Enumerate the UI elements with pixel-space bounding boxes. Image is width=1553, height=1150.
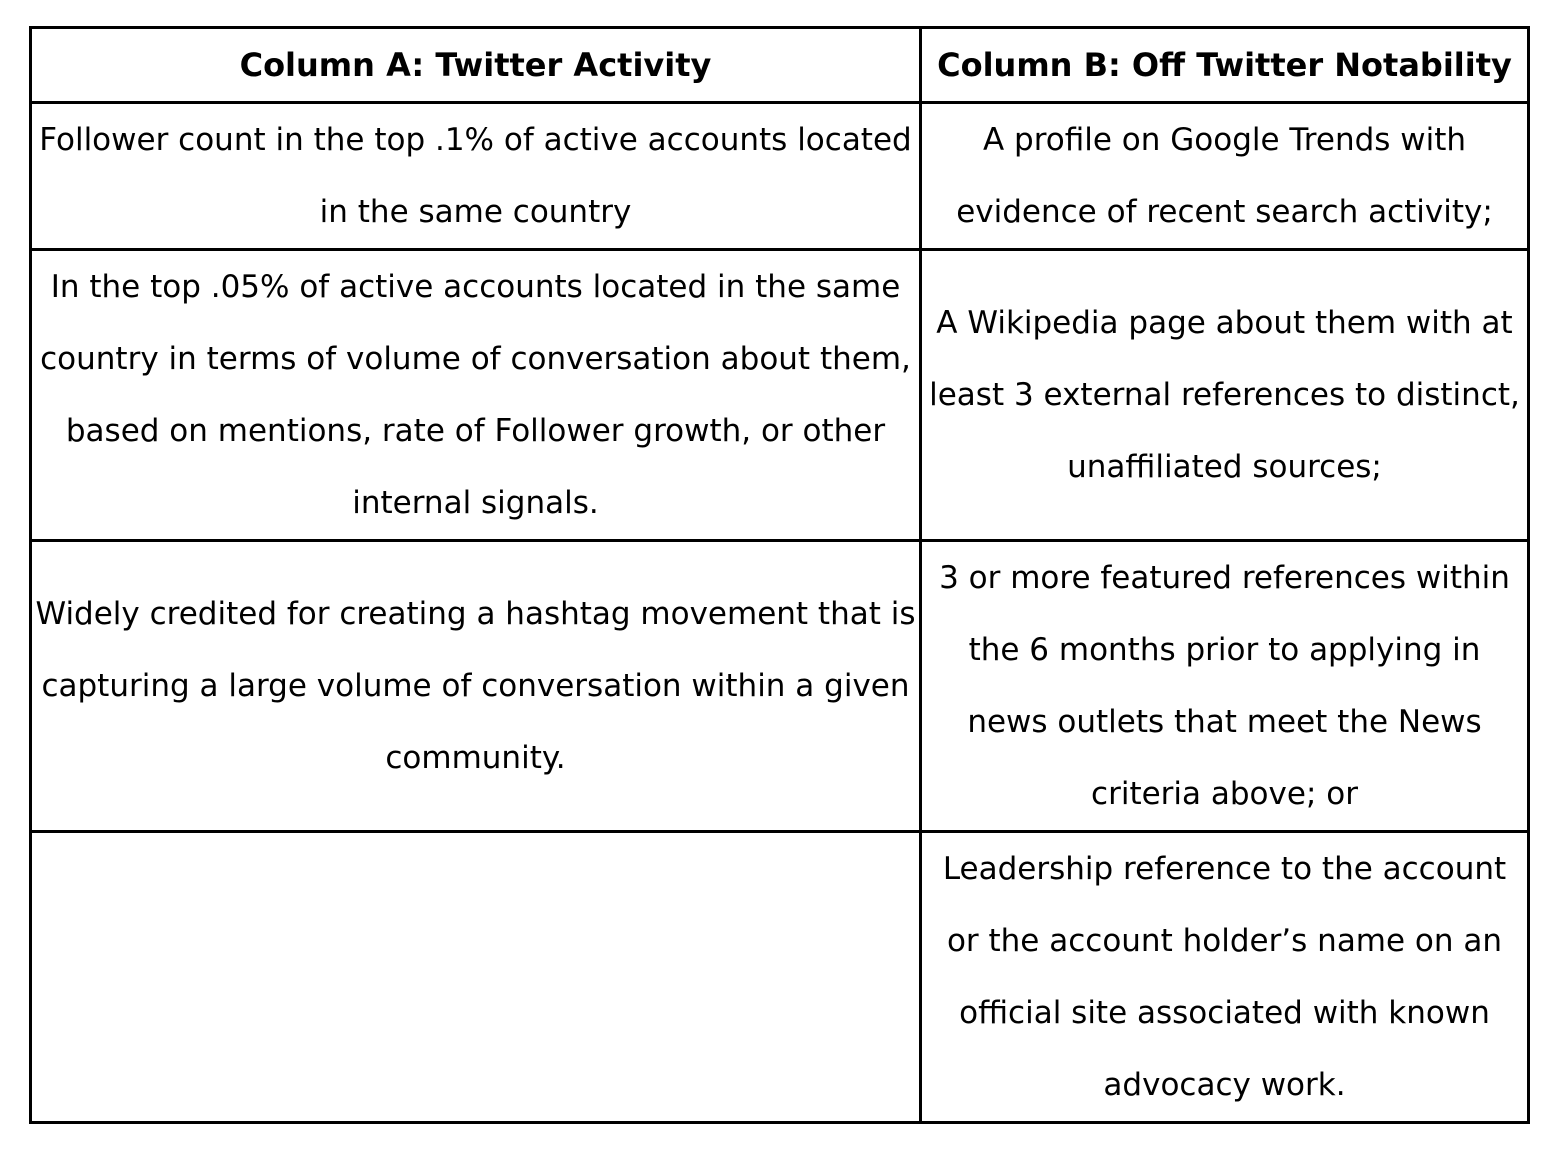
column-a-header: Column A: Twitter Activity xyxy=(31,28,921,103)
twitter-activity-cell: Widely credited for creating a hashtag movement that is capturing a large volume of conversation within a given community. xyxy=(31,541,921,832)
table-row xyxy=(31,832,1529,1123)
table-body xyxy=(31,103,1529,1123)
twitter-activity-cell: In the top .05% of active accounts located in the same country in terms of volume of conversation about them, based on mentions, rate of Follower growth, or other internal signals. xyxy=(31,250,921,541)
header-row xyxy=(31,28,1529,103)
notability-cell: A profile on Google Trends with evidence of recent search activity; xyxy=(921,103,1529,250)
table-row xyxy=(31,103,1529,250)
column-b-header: Column B: Off Twitter Notability xyxy=(921,28,1529,103)
notability-cell: A Wikipedia page about them with at least 3 external references to distinct, unaffiliated sources; xyxy=(921,250,1529,541)
table-row xyxy=(31,541,1529,832)
twitter-activity-cell: Follower count in the top .1% of active accounts located in the same country xyxy=(31,103,921,250)
criteria-table xyxy=(29,26,1530,1124)
twitter-activity-cell xyxy=(31,832,921,1123)
notability-cell: Leadership reference to the account or the account holder’s name on an official site associated with known advocacy work. xyxy=(921,832,1529,1123)
table-row xyxy=(31,250,1529,541)
table-header xyxy=(31,28,1529,103)
notability-cell: 3 or more featured references within the 6 months prior to applying in news outlets that meet the News criteria above; or xyxy=(921,541,1529,832)
